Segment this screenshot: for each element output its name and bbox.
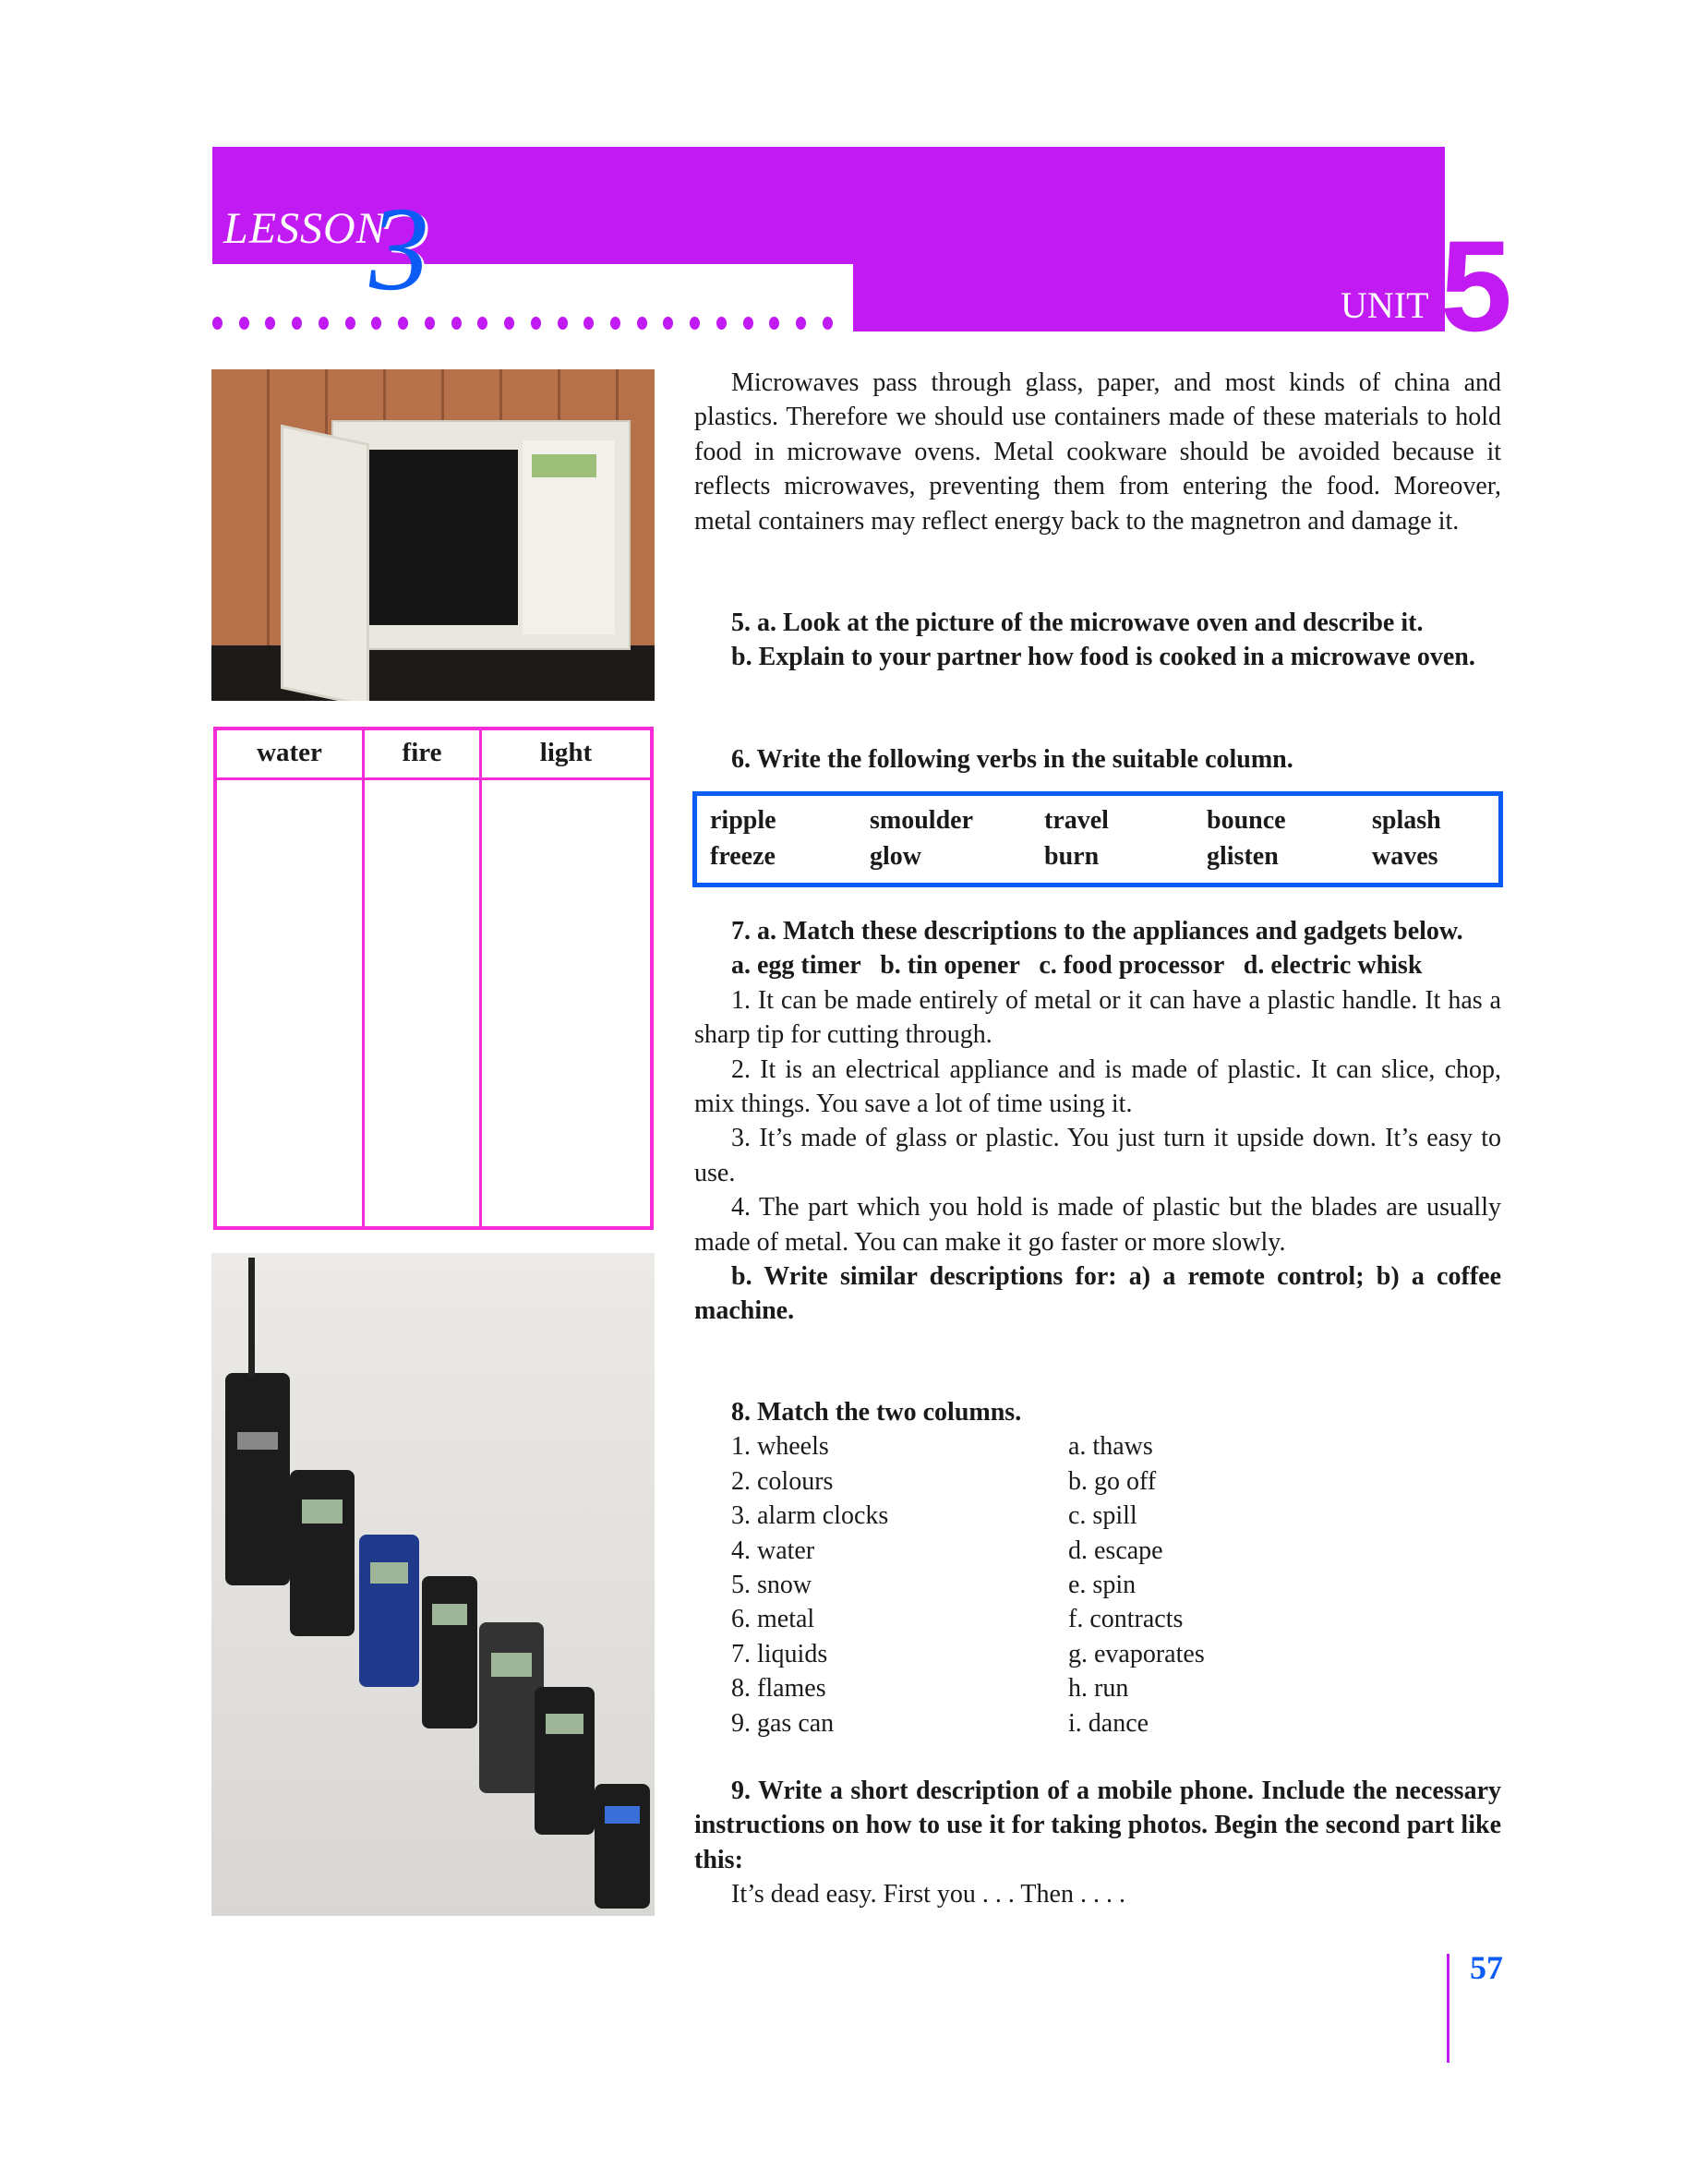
column-header-light: light [482,730,650,780]
dot [716,317,727,330]
match-right-item: b. go off [1068,1466,1157,1496]
dot [398,317,408,330]
unit-label: UNIT [1341,284,1429,326]
verb-item: glisten [1207,842,1279,871]
match-right-item: c. spill [1068,1501,1137,1531]
intro-paragraph: Microwaves pass through glass, paper, and most kinds of china and plastics. Therefore we should use containers made of these materials to hold food in microwave ovens. Metal cookware should be avoided because it reflects microwaves, preventing them from entering the food. Moreover, metal containers may reflect energy back to the magnetron and damage it. [694,368,1501,536]
dot [769,317,779,330]
match-right-item: f. contracts [1068,1605,1184,1634]
dot [371,317,381,330]
mobile-phones-photo [211,1253,655,1916]
match-left-item: 8. flames [731,1674,826,1704]
match-right-item: d. escape [1068,1536,1163,1565]
dot [823,317,833,330]
dot [345,317,355,330]
match-right-item: h. run [1068,1674,1129,1704]
dot [637,317,647,330]
column-header-fire: fire [365,730,479,780]
dot [531,317,541,330]
verb-item: travel [1044,806,1109,835]
verb-box [692,791,1503,887]
match-left-item: 6. metal [731,1605,815,1634]
verb-item: bounce [1207,806,1286,835]
dot [690,317,700,330]
dot [212,317,223,330]
dot [504,317,514,330]
exercise-5: 5. a. Look at the picture of the microwave oven and describe it. b. Explain to your partner how food is cooked in a microwave oven. [731,608,1475,672]
dot [292,317,302,330]
dot [743,317,753,330]
match-left-item: 2. colours [731,1466,834,1496]
dot [477,317,487,330]
lesson-number: 3 [369,183,429,316]
dot [558,317,568,330]
exercise-9: 9. Write a short description of a mobile phone. Include the necessary instructions on how to use it for taking photos. Begin the second part like this: It’s dead easy. First you . . . Then . . . . [694,1777,1501,1909]
page-number: 57 [1470,1949,1503,1986]
dot [796,317,806,330]
match-left-item: 7. liquids [731,1639,828,1668]
dotted-divider [212,317,833,330]
unit-number: 5 [1440,213,1512,358]
match-right-item: a. thaws [1068,1432,1153,1462]
match-left-item: 3. alarm clocks [731,1501,889,1531]
verb-item: freeze [710,842,776,871]
column-header-water: water [217,730,362,780]
verb-item: glow [870,842,921,871]
verb-item: ripple [710,806,776,835]
verb-item: waves [1372,842,1438,871]
dot [239,317,249,330]
dot [610,317,620,330]
dot [663,317,673,330]
dot [425,317,435,330]
verb-item: splash [1372,806,1441,835]
microwave-photo [211,369,655,701]
dot [319,317,329,330]
lesson-label: LESSON [223,204,387,253]
match-right-item: e. spin [1068,1571,1137,1600]
verb-sorting-table [213,727,654,1230]
page-number-rule [1447,1954,1449,2063]
match-left-item: 4. water [731,1536,815,1565]
match-left-item: 5. snow [731,1571,812,1600]
match-right-item: g. evaporates [1068,1639,1205,1668]
match-right-item: i. dance [1068,1708,1149,1738]
verb-item: burn [1044,842,1100,871]
match-left-item: 1. wheels [731,1432,829,1462]
exercise-7: 7. a. Match these descriptions to the appliances and gadgets below. a. egg timer b. tin opener c. food processor d. electric whisk 1. It can be made entirely of metal or it can have a plastic handle. It has a sharp tip for cutting through. 2. It is an electrical appliance and is made of plastic. It can slice, chop, mix things. You save a lot of time using it. 3. It’s made of glass or plastic. You just turn it upside down. It’s easy to use. 4. The part which you hold is made of plastic but the blades are usually made of metal. You can make it go faster or more slowly. b. Write similar descriptions for: a) a remote control; b) a coffee machine. [694,917,1501,1326]
dot [451,317,462,330]
exercise-8: 8. Match the two columns. 1. wheels a. thaws 2. colours b. go off 3. alarm clocks c. spill 4. water d. escape 5. snow e. spin 6. metal f. contracts 7. liquids g. evaporates 8. flames h. run 9. gas can i. dance [694,1395,1501,1740]
dot [265,317,275,330]
exercise-6: 6. Write the following verbs in the suitable column. [731,745,1293,774]
matching-columns [694,1429,1501,1740]
match-left-item: 9. gas can [731,1708,835,1738]
dot [583,317,594,330]
verb-item: smoulder [870,806,973,835]
